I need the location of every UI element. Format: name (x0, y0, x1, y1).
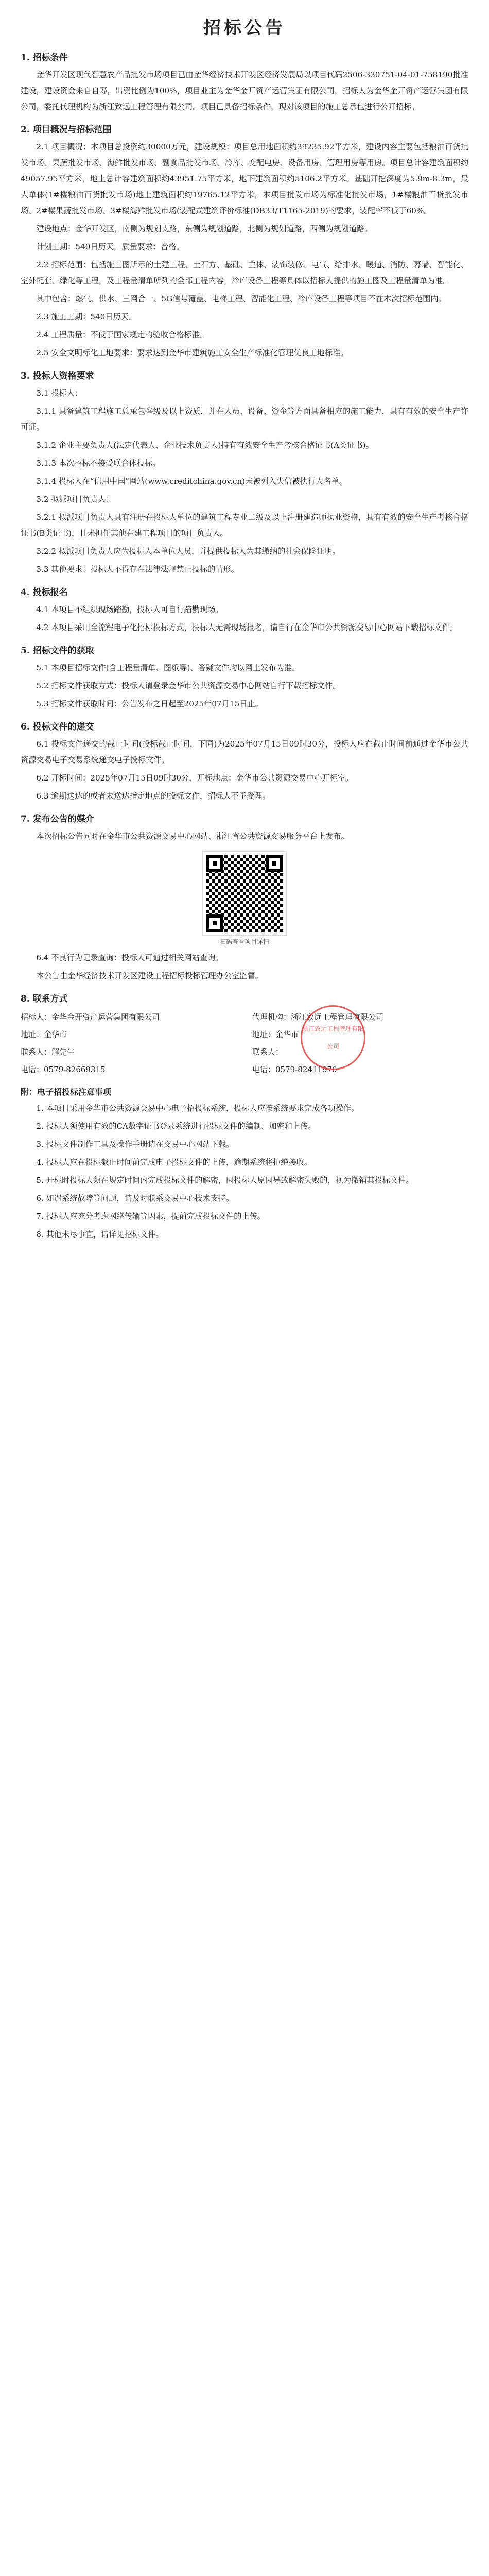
contact-heading: 8. 联系方式 (21, 994, 68, 1004)
after-qr-container (21, 950, 468, 984)
contact-line: 代理机构：浙江致远工程管理有限公司 (252, 1012, 384, 1022)
official-seal-stamp: 浙江致远工程管理有限公司 (301, 1005, 365, 1070)
section-heading: 3. 投标人资格要求 (21, 371, 94, 381)
section-paragraph: 3.2.2 拟派项目负责人应为投标人本单位人员，并提供投标人为其缴纳的社会保险证明。 (36, 547, 340, 556)
page-title: 招标公告 (203, 18, 286, 38)
contact-line: 联系人： (252, 1047, 284, 1057)
appendix-paragraph: 8. 其他未尽事宜，请详见招标文件。 (36, 1230, 164, 1239)
appendix-paragraph: 2. 投标人须使用有效的CA数字证书登录系统进行投标文件的编制、加密和上传。 (36, 1122, 316, 1131)
appendix-paragraph: 1. 本项目采用金华市公共资源交易中心电子招投标系统，投标人应按系统要求完成各项操作。 (36, 1104, 359, 1113)
appendix-heading: 附：电子招投标注意事项 (21, 1087, 112, 1097)
section-paragraph: 5.2 招标文件获取方式：投标人请登录金华市公共资源交易中心网站自行下载招标文件。 (36, 681, 341, 690)
section-paragraph: 5.1 本项目招标文件(含工程量清单、图纸等)、答疑文件均以网上发布为准。 (36, 663, 300, 672)
appendix-paragraph: 7. 投标人应充分考虑网络传输等因素，提前完成投标文件的上传。 (36, 1212, 265, 1221)
section-paragraph: 2.1 项目概况：本项目总投资约30000万元，建设规模：项目总用地面积约39235.92平方米，建设内容主要包括粮油百货批发市场、果蔬批发市场、海鲜批发市场、副食品批发市场、冷库、变配电房、设备用房、管理用房等用房。项目总计容建筑面积约49057.95平方米，地上总计容建筑面积约43951.75平方米，地下建筑面积约5106.2平方米。基础开挖深度为5.9m-8.3m，最大单体(1#楼粮油百货批发市场)地上建筑面积约19765.12平方米，本项目批发市场为标准化批发市场，1#楼粮油百货批发市场、2#楼果蔬批发市场、3#楼海鲜批发市场(装配式建筑评价标准(DB33/T1165-2019)的要求，装配率不低于60%。 (21, 142, 468, 215)
qr-wrapper (21, 852, 468, 946)
section-paragraph: 3.1 投标人： (36, 388, 83, 398)
announcement-page (21, 0, 468, 1255)
section-paragraph: 6.2 开标时间：2025年07月15日09时30分，开标地点：金华市公共资源交易中心开标室。 (36, 773, 354, 783)
section-paragraph: 本次招标公告同时在金华市公共资源交易中心网站、浙江省公共资源交易服务平台上发布。 (36, 832, 349, 841)
contact-left (21, 1008, 237, 1078)
section-paragraph: 6.3 逾期送达的或者未送达指定地点的投标文件，招标人不予受理。 (36, 791, 270, 801)
section-paragraph: 2.2 招标范围：包括施工图所示的土建工程、土石方、基础、主体、装饰装修、电气、给排水、暖通、消防、幕墙、智能化、室外配套、绿化等工程，及工程量清单所列的全部工程内容，冷库设备工程等具体以招标人提供的施工图及工程量清单为准。 (21, 260, 468, 285)
section-heading: 7. 发布公告的媒介 (21, 814, 94, 824)
section-paragraph: 金华开发区现代智慧农产品批发市场项目已由金华经济技术开发区经济发展局以项目代码2506-330751-04-01-758190批准建设，建设资金来自自筹，出资比例为100%，项目业主为金华金开资产运营集团有限公司，招标人为金华金开资产运营集团有限公司，委托代理机构为浙江致远工程管理有限公司。项目已具备招标条件，现对该项目的施工总承包进行公开招标。 (21, 70, 468, 111)
section-heading: 5. 招标文件的获取 (21, 646, 94, 656)
section-paragraph: 3.1.3 本次招标不接受联合体投标。 (36, 459, 161, 468)
contact-line: 招标人：金华金开资产运营集团有限公司 (21, 1012, 160, 1022)
section-paragraph: 4.2 本项目采用全流程电子化招标投标方式，投标人无需现场报名，请自行在金华市公共资源交易中心网站下载招标文件。 (36, 623, 458, 632)
section-paragraph: 2.4 工程质量：不低于国家规定的验收合格标准。 (36, 330, 208, 340)
section-paragraph: 3.1.4 投标人在“信用中国”网站(www.creditchina.gov.cn)未被列入失信被执行人名单。 (36, 477, 347, 486)
contact-line: 电话：0579-82411970 (252, 1065, 337, 1074)
section-paragraph: 4.1 本项目不组织现场踏勘，投标人可自行踏勘现场。 (36, 605, 223, 614)
paragraph: 6.4 不良行为记录查询：投标人可通过相关网站查询。 (36, 953, 223, 962)
contact-line: 联系人：解先生 (21, 1047, 75, 1057)
appendix-paragraph: 6. 如遇系统故障等问题，请及时联系交易中心技术支持。 (36, 1194, 234, 1203)
appendix-paragraph: 5. 开标时投标人须在规定时间内完成投标文件的解密，因投标人原因导致解密失败的，视为撤销其投标文件。 (36, 1176, 414, 1185)
sections-container (21, 50, 468, 844)
section-paragraph: 3.2.1 拟派项目负责人具有注册在投标人单位的建筑工程专业二级及以上注册建造师执业资格，具有有效的安全生产考核合格证书(B类证书)，且未担任其他在建工程项目的项目负责人。 (21, 513, 468, 538)
appendix-paragraph: 3. 投标文件制作工具及操作手册请在交易中心网站下载。 (36, 1140, 234, 1149)
section-paragraph: 3.3 其他要求：投标人不得存在法律法规禁止投标的情形。 (36, 565, 239, 574)
section-paragraph: 5.3 招标文件获取时间：公告发布之日起至2025年07月15日止。 (36, 699, 263, 708)
contact-line: 地址：金华市 (252, 1030, 299, 1039)
section-paragraph: 3.1.2 企业主要负责人(法定代表人、企业技术负责人)持有有效安全生产考核合格证书(A类证书)。 (36, 440, 374, 450)
appendix-paragraph: 4. 投标人应在投标截止时间前完成电子投标文件的上传，逾期系统将拒绝接收。 (36, 1158, 312, 1167)
contact-line: 地址：金华市 (21, 1030, 67, 1039)
section-paragraph: 其中包含：燃气、供水、三网合一、5G信号覆盖、电梯工程、智能化工程、冷库设备工程等项目不在本次招标范围内。 (36, 294, 446, 303)
contact-line: 电话：0579-82669315 (21, 1065, 106, 1074)
section-heading: 1. 招标条件 (21, 53, 68, 63)
paragraph: 本公告由金华经济技术开发区建设工程招标投标管理办公室监督。 (36, 971, 263, 980)
section-paragraph: 2.3 施工工期：540日历天。 (36, 312, 137, 321)
section-heading: 2. 项目概况与招标范围 (21, 125, 112, 135)
section-paragraph: 3.2 拟派项目负责人： (36, 495, 114, 504)
qr-caption: 扫码查看项目详情 (219, 938, 269, 945)
section-paragraph: 2.5 安全文明标化工地要求：要求达到金华市建筑施工安全生产标准化管理优良工地标准。 (36, 348, 348, 358)
section-paragraph: 计划工期：540日历天，质量要求：合格。 (36, 242, 184, 251)
section-heading: 4. 投标报名 (21, 587, 68, 598)
section-paragraph: 3.1.1 具备建筑工程施工总承包叁级及以上资质，并在人员、设备、资金等方面具备相应的施工能力，具有有效的安全生产许可证。 (21, 406, 468, 432)
qr-code-image (203, 852, 286, 935)
contact-block (21, 1008, 468, 1078)
section-paragraph: 建设地点：金华开发区，南侧为规划支路，东侧为规划道路，北侧为规划道路，西侧为规划道路。 (36, 224, 373, 233)
appendix-container (21, 1100, 468, 1243)
section-paragraph: 6.1 投标文件递交的截止时间(投标截止时间，下同)为2025年07月15日09时30分，投标人应在截止时间前通过金华市公共资源交易电子交易系统递交电子投标文件。 (21, 739, 468, 765)
section-heading: 6. 投标文件的递交 (21, 722, 94, 732)
